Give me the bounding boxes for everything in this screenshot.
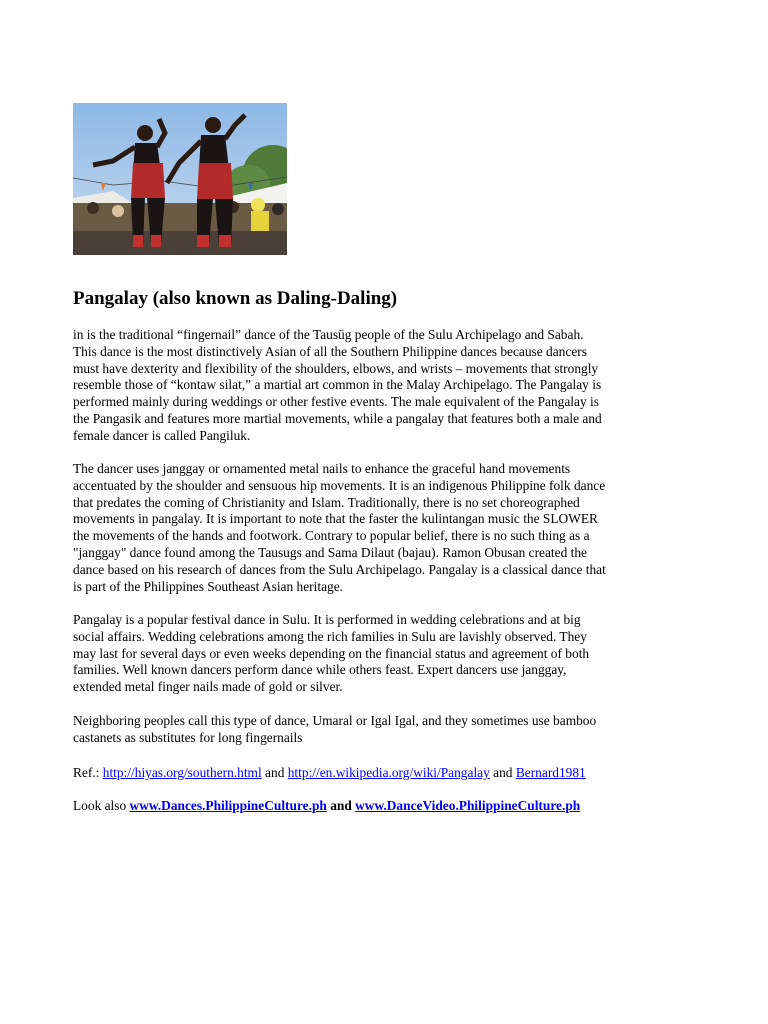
text-line: that predates the coming of Christianity and Islam. Traditionally, there is no set choreographed [73,494,580,510]
ref-prefix: Ref.: [73,765,103,780]
text-line: The dancer uses janggay or ornamented metal nails to enhance the graceful hand movements [73,461,571,476]
look-also-line [73,797,580,814]
text-line: in is the traditional “fingernail” dance of the Tausūg people of the Sulu Archipelago and Sabah. [73,327,584,342]
ref-and: and [489,765,516,780]
text-line: must have dexterity and flexibility of the shoulders, elbows, and wrists – movements that strongly [73,360,599,376]
link-dancevideo-site[interactable]: www.DanceVideo.PhilippineCulture.ph [355,798,581,813]
text-line: castanets as substitutes for long fingernails [73,729,303,745]
paragraph-janggay [73,461,713,595]
look-also-and: and [326,798,356,813]
look-also-prefix: Look also [73,798,130,813]
text-line: is part of the Philippines Southeast Asian heritage. [73,578,344,594]
text-line: resemble those of “kontaw silat,” a martial art common in the Malay Archipelago. The Pangalay is [73,377,602,393]
page-title: Pangalay (also known as Daling-Daling) [73,288,398,309]
text-line: "janggay" dance found among the Tausugs and Sama Dilaut (bajau). Ramon Obusan created the [73,544,587,560]
text-line: This dance is the most distinctively Asian of all the Southern Philippine dances because dancers [73,343,587,359]
dancers-photo-graphic [73,103,287,255]
link-dances-site[interactable]: www.Dances.PhilippineCulture.ph [129,798,327,813]
text-line: social affairs. Wedding celebrations among the rich families in Sulu are lavishly observed. They [73,628,587,644]
ref-link-hiyas[interactable]: http://hiyas.org/southern.html [102,765,262,780]
text-line: may last for several days or even weeks depending on the financial status and agreement of both [73,645,590,661]
paragraph-intro [73,327,713,445]
text-line: families. Well known dancers perform dance while others feast. Expert dancers use janggay, [73,662,567,678]
references-line [73,764,586,781]
text-line: performed mainly during weddings or other festive events. The male equivalent of the Pangalay is [73,394,599,410]
text-line: female dancer is called Pangiluk. [73,427,251,443]
ref-and: and [261,765,288,780]
text-line: accentuated by the shoulder and sensuous hip movements. It is an indigenous Philippine folk dance [73,477,606,493]
paragraph-festival [73,612,713,696]
dancers-photo [73,103,287,255]
text-line: dance based on his research of dances from the Sulu Archipelago. Pangalay is a classical dance that [73,561,606,577]
ref-link-bernard[interactable]: Bernard1981 [515,765,586,780]
ref-link-wikipedia[interactable]: http://en.wikipedia.org/wiki/Pangalay [287,765,490,780]
text-line: Pangalay is a popular festival dance in Sulu. It is performed in wedding celebrations and at big [73,612,581,627]
paragraph-neighboring [73,713,713,747]
text-line: the Pangasik and features more martial movements, while a pangalay that features both a male and [73,410,602,426]
text-line: Neighboring peoples call this type of dance, Umaral or Igal Igal, and they sometimes use bamboo [73,713,597,728]
text-line: extended metal finger nails made of gold or silver. [73,679,343,695]
text-line: the movements of the hands and footwork. Contrary to popular belief, there is no such thing as a [73,528,590,544]
text-line: movements in pangalay. It is important to note that the faster the kulintangan music the SLOWER [73,511,598,527]
